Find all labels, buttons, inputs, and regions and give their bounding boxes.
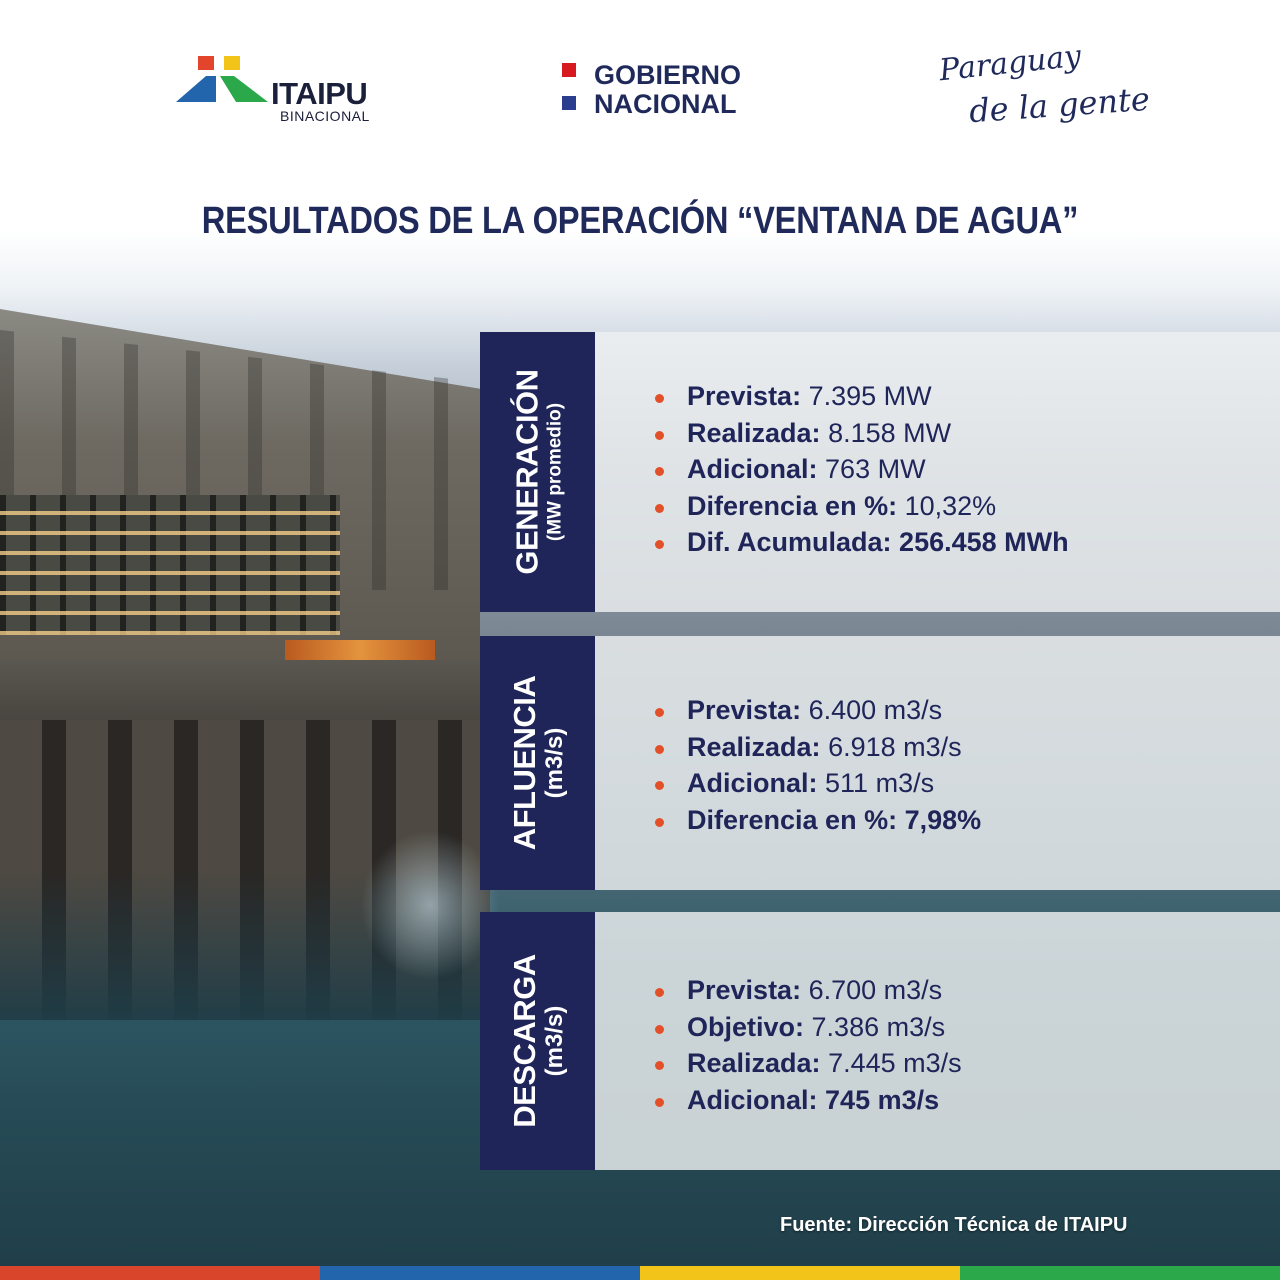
afluencia-panel [480,636,1280,890]
itaipu-mark-icon [176,56,268,106]
list-item: Realizada: 6.918 m3/s [655,729,981,766]
list-item: Objetivo: 7.386 m3/s [655,1009,962,1046]
gobierno-line2: NACIONAL [594,89,737,119]
descarga-panel [480,912,1280,1170]
list-item: Prevista: 6.700 m3/s [655,972,962,1009]
list-item: Adicional: 763 MW [655,451,1069,488]
stripe-blue [320,1266,640,1280]
descarga-unit: (m3/s) [540,1005,568,1077]
descarga-body [595,912,1280,1170]
list-item: Prevista: 6.400 m3/s [655,692,981,729]
color-stripe [0,1266,1280,1280]
stripe-red [0,1266,320,1280]
water-spray [360,830,500,980]
page-title: RESULTADOS DE LA OPERACIÓN “VENTANA DE AGUA” [201,200,1079,242]
list-item: Adicional: 745 m3/s [655,1082,962,1119]
afluencia-title: AFLUENCIA [506,675,542,851]
paraguay-line2: de la gente [967,79,1152,131]
list-item: Diferencia en %: 7,98% [655,802,981,839]
list-item: Diferencia en %: 10,32% [655,488,1069,525]
list-item: Adicional: 511 m3/s [655,765,981,802]
source-note: Fuente: Dirección Técnica de ITAIPU [780,1214,1128,1236]
gobierno-nacional-logo [562,60,772,120]
itaipu-subtitle: BINACIONAL [280,108,370,124]
list-item: Realizada: 8.158 MW [655,415,1069,452]
descarga-list [655,972,962,1118]
itaipu-wordmark: ITAIPU [271,76,368,111]
list-item: Realizada: 7.445 m3/s [655,1045,962,1082]
gobierno-line1: GOBIERNO [594,60,742,90]
stripe-green [960,1266,1280,1280]
paraguay-de-la-gente-logo [935,38,1152,136]
paraguay-line1: Paraguay [937,38,1083,89]
generacion-label [480,332,595,612]
blue-square-icon [562,96,576,110]
descarga-label [480,912,595,1170]
stripe-yellow [640,1266,960,1280]
afluencia-body [595,636,1280,890]
generacion-list [655,378,1069,561]
descarga-title: DESCARGA [506,954,542,1128]
generacion-panel [480,332,1280,612]
itaipu-logo [176,56,396,126]
afluencia-unit: (m3/s) [540,727,568,799]
red-square-icon [562,63,576,77]
afluencia-list [655,692,981,838]
afluencia-label [480,636,595,890]
generacion-body [595,332,1280,612]
list-item: Prevista: 7.395 MW [655,378,1069,415]
list-item: Dif. Acumulada: 256.458 MWh [655,524,1069,561]
generacion-title: GENERACIÓN [509,369,544,575]
powerhouse-building [0,495,340,635]
generacion-unit: (MW promedio) [544,402,565,542]
